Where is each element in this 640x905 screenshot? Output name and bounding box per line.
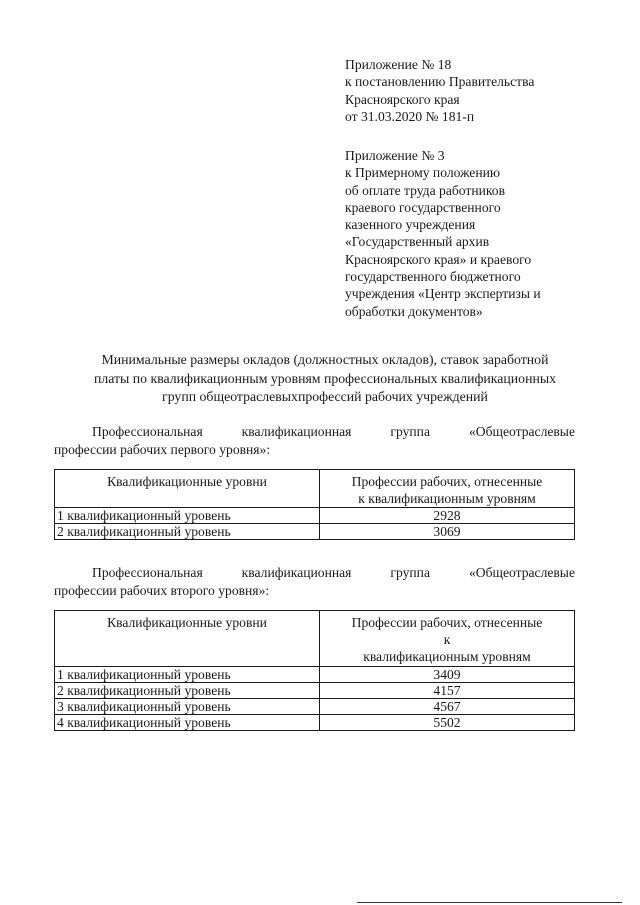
level-cell: 1 квалификационный уровень [55, 508, 320, 524]
value-cell: 4567 [320, 699, 575, 715]
table-header-row [55, 470, 575, 508]
table-row [55, 667, 575, 683]
appendix-3-line: казенного учреждения [345, 217, 476, 233]
table-group1 [54, 469, 575, 540]
table-group2 [54, 610, 575, 731]
level-cell: 4 квалификационный уровень [55, 715, 320, 731]
col-header-levels: Квалификационные уровни [55, 470, 320, 508]
group1-word: «Общеотраслевые [468, 424, 575, 439]
group1-word: квалификационная [241, 424, 352, 439]
appendix-3-line: учреждения «Центр экспертизы и [345, 286, 541, 302]
appendix-3-line: Приложение № 3 [345, 148, 445, 163]
group1-second-line: профессии рабочих первого уровня»: [54, 442, 271, 457]
page-bottom-divider [357, 902, 622, 903]
table-row [55, 699, 575, 715]
value-cell: 3069 [320, 524, 575, 540]
col-header-line: Профессии рабочих, отнесенные [351, 474, 543, 489]
group2-word: группа [390, 565, 430, 580]
group2-second-line: профессии рабочих второго уровня»: [54, 583, 270, 598]
heading-line: платы по квалификационным уровням профессиональных квалификационных [93, 370, 557, 386]
group1-first-line [54, 423, 575, 441]
appendix-18-line: Красноярского края [345, 91, 460, 107]
table-row [55, 524, 575, 540]
value-cell: 2928 [320, 508, 575, 524]
appendix-18-line: Приложение № 18 [345, 57, 452, 72]
col-header-professions [320, 470, 575, 508]
appendix-3-line: «Государственный архив [345, 234, 490, 250]
col-header-line: к квалификационным уровням [358, 491, 536, 506]
group2-word: Профессиональная [92, 565, 203, 580]
value-cell: 4157 [320, 683, 575, 699]
col-header-levels: Квалификационные уровни [55, 611, 320, 667]
group1-word: группа [390, 424, 430, 439]
table-row [55, 508, 575, 524]
col-header-line: Профессии рабочих, отнесенные [351, 615, 543, 630]
value-cell: 5502 [320, 715, 575, 731]
appendix-3-line: об оплате труда работников [345, 182, 506, 198]
table-header-row [55, 611, 575, 667]
group1-word: Профессиональная [92, 424, 203, 439]
document-heading [40, 351, 610, 407]
level-cell: 2 квалификационный уровень [55, 524, 320, 540]
col-header-line: к [443, 632, 451, 647]
level-cell: 1 квалификационный уровень [55, 667, 320, 683]
appendix-3-line: государственного бюджетного [345, 269, 521, 285]
heading-line: групп общеотраслевыхпрофессий рабочих учреждений [162, 389, 488, 404]
appendix-3-line: к Примерному положению [345, 165, 501, 181]
value-cell: 3409 [320, 667, 575, 683]
appendix-18-line: к постановлению Правительства [345, 74, 535, 90]
table-row [55, 683, 575, 699]
appendix-3-block [345, 147, 625, 320]
level-cell: 3 квалификационный уровень [55, 699, 320, 715]
appendix-3-line: краевого государственного [345, 199, 501, 215]
appendix-3-line: обработки документов» [345, 303, 483, 319]
group2-paragraph [54, 564, 575, 600]
appendix-18-line: от 31.03.2020 № 181-п [345, 108, 475, 124]
group2-first-line [54, 564, 575, 582]
appendix-18-block [345, 56, 625, 125]
col-header-line: квалификационным уровням [363, 649, 531, 664]
appendix-3-line: Красноярского края» и краевого [345, 251, 532, 267]
col-header-professions [320, 611, 575, 667]
level-cell: 2 квалификационный уровень [55, 683, 320, 699]
group1-paragraph [54, 423, 575, 459]
table-row [55, 715, 575, 731]
group2-word: квалификационная [241, 565, 352, 580]
group2-word: «Общеотраслевые [468, 565, 575, 580]
heading-line: Минимальные размеры окладов (должностных окладов), ставок заработной [101, 352, 549, 367]
